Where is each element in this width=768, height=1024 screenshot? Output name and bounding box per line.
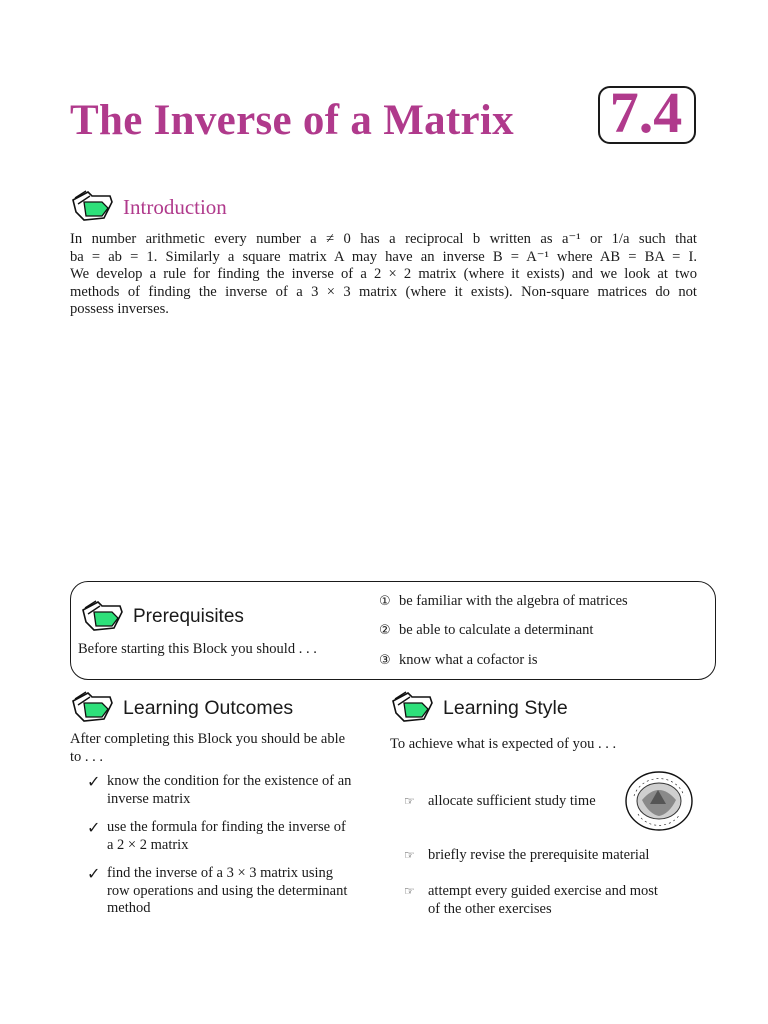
prerequisite-text: be able to calculate a determinant — [399, 622, 594, 638]
outcome-item: ✓ use the formula for finding the inverse of a 2 × 2 matrix — [87, 818, 346, 853]
style-item: ☞ attempt every guided exercise and most of the other exercises — [404, 883, 658, 917]
introduction-heading: Introduction — [123, 195, 227, 219]
prerequisite-text: know what a cofactor is — [399, 652, 538, 668]
checkmark-icon: ✓ — [87, 772, 101, 791]
prerequisite-item — [379, 652, 538, 669]
intro-line: possess inverses. — [70, 301, 169, 317]
checkmark-icon: ✓ — [87, 864, 101, 883]
prerequisite-item — [379, 593, 628, 610]
circled-number-icon: ① — [379, 594, 391, 609]
introduction-paragraph — [70, 231, 697, 319]
intro-line: methods of finding the inverse of a 3 × 3 matrix (where it exists). Non-square matrices do not — [70, 283, 697, 300]
pointing-hand-icon — [390, 689, 434, 725]
checkmark-icon: ✓ — [87, 818, 101, 837]
pointing-hand-icon — [70, 689, 114, 725]
outcome-item: ✓ know the condition for the existence of an inverse matrix — [87, 772, 352, 807]
block-number: 7.4 — [609, 80, 683, 145]
circled-number-icon: ② — [379, 623, 391, 638]
learning-outcomes-subtitle: After completing this Block you should be able to . . . — [70, 731, 346, 765]
intro-line: In number arithmetic every number a ≠ 0 has a reciprocal b written as a⁻¹ or 1/a such that — [70, 231, 697, 247]
prerequisite-item — [379, 622, 593, 639]
learning-style-subtitle: To achieve what is expected of you . . . — [390, 736, 617, 752]
style-item: ☞ briefly revise the prerequisite material — [404, 847, 650, 863]
intro-line: We develop a rule for finding the inverse of a 2 × 2 matrix (where it exists) and we look at two — [70, 266, 697, 282]
prerequisite-text: be familiar with the algebra of matrices — [399, 593, 628, 609]
learning-style-heading: Learning Style — [443, 697, 568, 719]
pointing-finger-icon: ☞ — [404, 794, 415, 808]
page-title: The Inverse of a Matrix — [70, 97, 514, 144]
prerequisites-heading: Prerequisites — [133, 606, 244, 627]
pointing-finger-icon: ☞ — [404, 848, 415, 862]
circled-number-icon: ③ — [379, 653, 391, 668]
style-item: ☞ allocate sufficient study time — [404, 793, 596, 809]
independent-study-seal-icon — [624, 770, 694, 832]
intro-line: ba = ab = 1. Similarly a square matrix A may have an inverse B = A⁻¹ where AB = BA = I. — [70, 248, 697, 265]
outcome-item: ✓ find the inverse of a 3 × 3 matrix using row operations and using the determinant method — [87, 864, 348, 916]
pointing-hand-icon — [70, 188, 114, 224]
prerequisites-subtitle: Before starting this Block you should . . . — [78, 641, 317, 657]
pointing-hand-icon — [80, 598, 124, 634]
pointing-finger-icon: ☞ — [404, 884, 415, 898]
learning-outcomes-heading: Learning Outcomes — [123, 697, 294, 719]
